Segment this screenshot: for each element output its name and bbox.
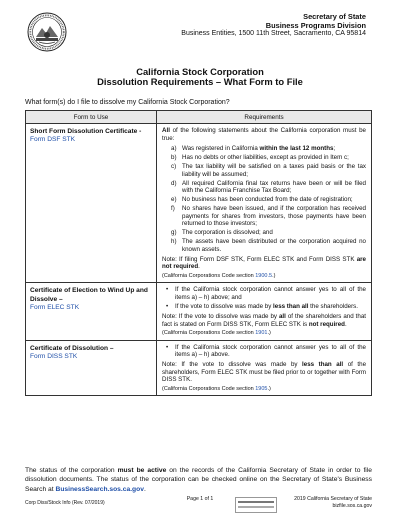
form-cell [26,341,157,396]
diss-note: Note: If the vote to dissolve was made by less than all of the shareholders, Form ELEC STK must be filed prior to or together with Form DISS STK. [162,360,367,384]
requirements-cell [157,341,371,396]
form-cell [26,124,157,282]
agency-address: Business Entities, 1500 11th Street, Sacramento, CA 95814 [181,30,366,38]
status-paragraph: The status of the corporation must be active on the records of the California Secretary of State in order to file dissolution documents. The status of the corporation can be checked online on the Secretary of State's Business Search at BusinessSearch.sos.ca.gov. [25,467,372,493]
code-section-1901-link[interactable]: 1901 [255,330,268,337]
form-title: Short Form Dissolution Certificate - [30,128,142,135]
header-requirements: Requirements [244,113,284,121]
bullet-icon: • [166,303,169,311]
document-title: California Stock Corporation [136,66,264,77]
california-seal-icon [27,12,67,52]
question-text: What form(s) do I file to dissolve my California Stock Corporation? [25,99,230,106]
bizfile-link[interactable]: bizfile.sos.ca.gov [332,502,372,509]
division-name: Business Programs Division [265,20,366,30]
form-title: Certificate of Election to Wind Up and Dissolve – [30,287,148,303]
code-citation: (California Corporations Code section 1901.) [162,330,271,337]
requirements-cell [157,283,371,339]
page-number: Page 1 of 1 [186,496,214,502]
list-item: g) The corporation is dissolved; and [171,229,273,237]
list-item: • If the California stock corporation cannot answer yes to all of the items a) – h) above. [166,343,366,359]
code-citation: (California Corporations Code section 1900.5.) [162,272,276,279]
requirements-cell [157,124,371,282]
list-item: f) No shares have been issued, and if the corporation has received payments for shares from investors, those payments have been returned to those investors; [171,205,366,228]
list-item: d) All required California final tax returns have been or will be filed with the California Franchise Tax Board; [171,179,366,195]
code-citation: (California Corporations Code section 1905.) [162,385,271,392]
bullet-icon: • [166,343,169,351]
form-elec-stk-link[interactable]: Form ELEC STK [30,304,80,312]
bullet-icon: • [166,286,169,294]
list-item: b) Has no debts or other liabilities, except as provided in Item c; [171,154,349,162]
business-search-link[interactable]: BusinessSearch.sos.ca.gov [55,485,144,493]
agency-header [181,13,366,39]
code-section-1900-5-link[interactable]: 1900.5 [255,272,273,279]
requirements-table [25,110,372,396]
form-title: Certificate of Dissolution – [30,344,114,352]
publisher-logo-icon [235,497,277,513]
list-item: e) No business has been conducted from the date of registration; [171,196,353,204]
document-subtitle: Dissolution Requirements – What Form to File [97,76,303,87]
form-cell [26,283,157,339]
table-row [26,283,371,340]
list-item: a) Was registered in California within the last 12 months; [171,145,336,153]
footer-right [294,496,372,509]
table-row [26,124,371,283]
elec-note: Note: If the vote to dissolve was made by all of the shareholders and that fact is stated on Form DISS STK, Form ELEC STK is not required. [162,313,366,328]
agency-name: Secretary of State [303,12,366,21]
form-revision-id: Corp Diss/Stock Info (Rev. 07/2019) [25,500,105,506]
table-row [26,341,371,396]
list-item: • If the California stock corporation cannot answer yes to all of the items a) – h) above; and [166,286,366,302]
form-dsf-stk-link[interactable]: Form DSF STK [30,136,76,144]
dsf-note: Note: If filing Form DSF STK, Form ELEC STK and Form DISS STK are not required. [162,255,366,271]
bullet-list [162,286,366,311]
list-item: c) The tax liability will be satisfied on a taxes paid basis or the tax liability will be assumed; [171,163,366,178]
table-header-row [26,111,371,124]
requirement-list [162,145,366,253]
bullet-list [162,344,366,359]
list-item: h) The assets have been distributed or the corporation acquired no known assets. [171,238,366,254]
code-section-1905-link[interactable]: 1905 [255,385,268,392]
form-diss-stk-link[interactable]: Form DISS STK [30,353,78,361]
copyright-text: 2019 California Secretary of State [294,496,372,502]
list-item: • If the vote to dissolve was made by less than all the shareholders. [166,303,358,311]
header-form-to-use: Form to Use [26,111,157,123]
requirements-intro: All of the following statements about the California corporation must be true: [162,127,366,142]
